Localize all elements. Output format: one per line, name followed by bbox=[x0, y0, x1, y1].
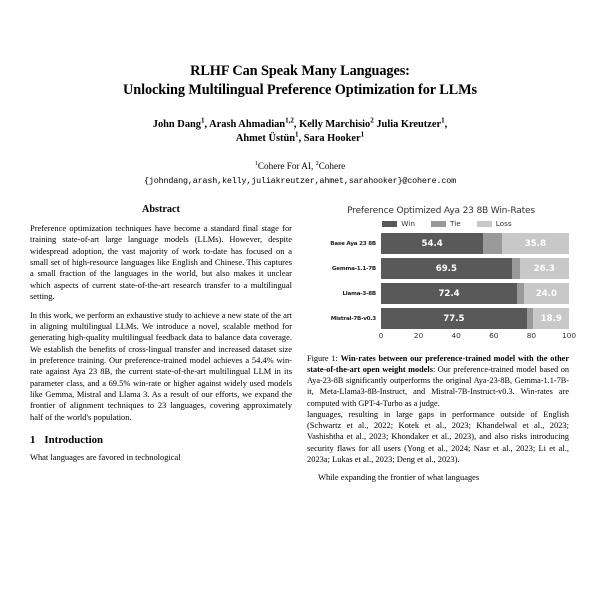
title-line-2: Unlocking Multilingual Preference Optimization for LLMs bbox=[123, 81, 477, 98]
chart-y-label: Llama-3-8B bbox=[342, 290, 376, 297]
chart-y-label: Base Aya 23 8B bbox=[330, 240, 376, 247]
chart-bar-row bbox=[307, 308, 569, 329]
x-axis-tick-label: 60 bbox=[489, 331, 499, 340]
chart-y-label: Mistral-7B-v0.3 bbox=[330, 315, 376, 322]
x-axis-tick-label: 20 bbox=[413, 331, 424, 340]
chart-segment-tie bbox=[483, 233, 501, 254]
chart-segment-win: 69.5 bbox=[381, 258, 512, 279]
chart-legend bbox=[307, 219, 569, 228]
title-block bbox=[0, 0, 600, 186]
legend-label-win: Win bbox=[401, 219, 415, 228]
author-affil-marker: 1 bbox=[295, 131, 299, 140]
author-sara-hooker: , Sara Hooker bbox=[298, 133, 361, 145]
affil-marker-2: 2 bbox=[315, 160, 319, 168]
caption-bold-text: Win-rates between our preference-trained model with the other state-of-the-art open weight models bbox=[307, 354, 569, 375]
chart-segment-loss: 24.0 bbox=[524, 283, 569, 304]
x-axis-spacer bbox=[307, 331, 381, 344]
caption-label: Figure 1: bbox=[307, 354, 341, 363]
figure-1 bbox=[307, 204, 577, 409]
chart-segment-win: 77.5 bbox=[381, 308, 527, 329]
section-title: Introduction bbox=[44, 434, 104, 447]
right-column-paragraph-2: While expanding the frontier of what languages bbox=[318, 472, 480, 483]
x-axis-ticks bbox=[378, 331, 577, 344]
affiliation-cohere: Cohere bbox=[318, 161, 346, 172]
chart-bar-track bbox=[381, 283, 569, 304]
abstract-heading: Abstract bbox=[142, 204, 180, 215]
legend-label-tie: Tie bbox=[449, 219, 461, 228]
legend-swatch-tie bbox=[431, 221, 446, 227]
author-kelly-marchisio: , Kelly Marchisio bbox=[293, 118, 371, 130]
legend-swatch-loss bbox=[477, 221, 492, 227]
chart-segment-loss: 26.3 bbox=[520, 258, 569, 279]
abstract-paragraph-2: In this work, we perform an exhaustive study to achieve a new state of the art in aligning multilingual LLMs. We introduce a novel, scalable method for generating high-quality multilingual feedback data to balance data coverage. We establish the benefits of cross-lingual transfer and increased dataset size in preference training. Our preference-trained model achieves a 54.4% win-rate against Aya 23 8B, the current state-of-the-art multilingual LLM in its parameter class, and a 69.5% win-rate or higher against widely used models like Gemma, Mistral and Llama 3. As a result of our efforts, we expand the frontier of alignment techniques to 23 languages, covering approximately half of the world's population. bbox=[30, 309, 292, 422]
author-affil-marker: 1,2 bbox=[285, 116, 294, 125]
x-axis-tick-label: 100 bbox=[561, 331, 577, 340]
author-affil-marker: 1 bbox=[201, 116, 205, 125]
affiliation-cohere-for-ai: Cohere For AI, bbox=[257, 161, 316, 172]
chart-plot-area bbox=[307, 233, 569, 329]
legend-swatch-win bbox=[382, 221, 397, 227]
chart-bar-row bbox=[307, 283, 569, 304]
author-arash-ahmadian: , Arash Ahmadian bbox=[204, 118, 286, 130]
chart-x-axis bbox=[307, 331, 577, 344]
x-axis-tick-label: 80 bbox=[526, 331, 537, 340]
author-affil-marker: 1 bbox=[441, 116, 445, 125]
x-axis-tick-label: 40 bbox=[451, 331, 461, 340]
chart-bar-track bbox=[381, 258, 569, 279]
chart-segment-win: 54.4 bbox=[381, 233, 483, 254]
chart-segment-win: 72.4 bbox=[381, 283, 517, 304]
introduction-heading bbox=[30, 434, 292, 446]
author-john-dang: John Dang bbox=[152, 118, 201, 130]
chart-segment-loss: 18.9 bbox=[533, 308, 569, 329]
win-rate-chart bbox=[307, 204, 577, 344]
left-column bbox=[30, 204, 292, 484]
chart-bar-row bbox=[307, 258, 569, 279]
chart-segment-tie bbox=[512, 258, 520, 279]
right-column-paragraph-1: languages, resulting in large gaps in performance outside of English (Schwartz et al., 2022; Kotek et al., 2023; Khandelwal et al., 2023; Vashishtha et al., 2023; Khondaker et al., 2023), and also risks introducing security flaws for all users (Yong et al., 2024; Nasr et al., 2023; Li et al., 2023a; Lukas et al., 2023; Deng et al., 2023). bbox=[307, 408, 569, 465]
author-affil-marker: 1 bbox=[360, 131, 365, 140]
affiliations bbox=[95, 160, 505, 173]
chart-segment-tie bbox=[517, 283, 524, 304]
page-title bbox=[95, 62, 505, 100]
contact-email[interactable]: {johndang,arash,kelly,juliakreutzer,ahmet,sarahooker}@cohere.com bbox=[143, 175, 457, 186]
legend-item-win bbox=[382, 219, 415, 228]
body-columns bbox=[0, 204, 600, 484]
chart-bar-track bbox=[381, 308, 569, 329]
author-list bbox=[95, 118, 505, 148]
right-column bbox=[307, 204, 577, 484]
section-number: 1 bbox=[30, 434, 36, 447]
figure-caption bbox=[307, 353, 569, 409]
author-separator: , bbox=[444, 118, 448, 130]
chart-y-label: Gemma-1.1-7B bbox=[331, 265, 376, 272]
caption-body-text: : Our preference-trained model based on Aya-23-8B significantly outperforms the original Aya-23-8B, Gemma-1.1-7B-it, Meta-Llama3-8B-Instruct, and Mistral-7B-Instruct-v0.3. Win-rates are computed with GPT-4-Turbo as a judge. bbox=[307, 365, 569, 408]
affil-marker-1: 1 bbox=[254, 160, 258, 168]
chart-segment-tie bbox=[527, 308, 534, 329]
x-axis-tick-label: 0 bbox=[378, 331, 384, 340]
author-affil-marker: 2 bbox=[370, 116, 374, 125]
legend-label-loss: Loss bbox=[495, 219, 512, 228]
chart-segment-loss: 35.8 bbox=[502, 233, 569, 254]
introduction-paragraph-1: What languages are favored in technological bbox=[30, 452, 181, 463]
abstract-paragraph-1: Preference optimization techniques have become a standard final stage for training state-of-art large language models (LLMs). However, despite widespread adoption, the vast majority of work to-date has focused on a small set of high-resource languages like English and Chinese. This captures a small fraction of the languages in the world, but also makes it unclear which aspects of current state-of-the-art research transfer to a multilingual setting. bbox=[30, 223, 292, 302]
author-julia-kreutzer: Julia Kreutzer bbox=[373, 118, 442, 130]
chart-title: Preference Optimized Aya 23 8B Win-Rates bbox=[347, 206, 535, 216]
chart-bar-row bbox=[307, 233, 569, 254]
chart-bar-track bbox=[381, 233, 569, 254]
title-line-1: RLHF Can Speak Many Languages: bbox=[190, 63, 410, 79]
legend-item-loss bbox=[477, 219, 512, 228]
legend-item-tie bbox=[431, 219, 461, 228]
author-ahmet-ustun: Ahmet Üstün bbox=[235, 133, 296, 145]
